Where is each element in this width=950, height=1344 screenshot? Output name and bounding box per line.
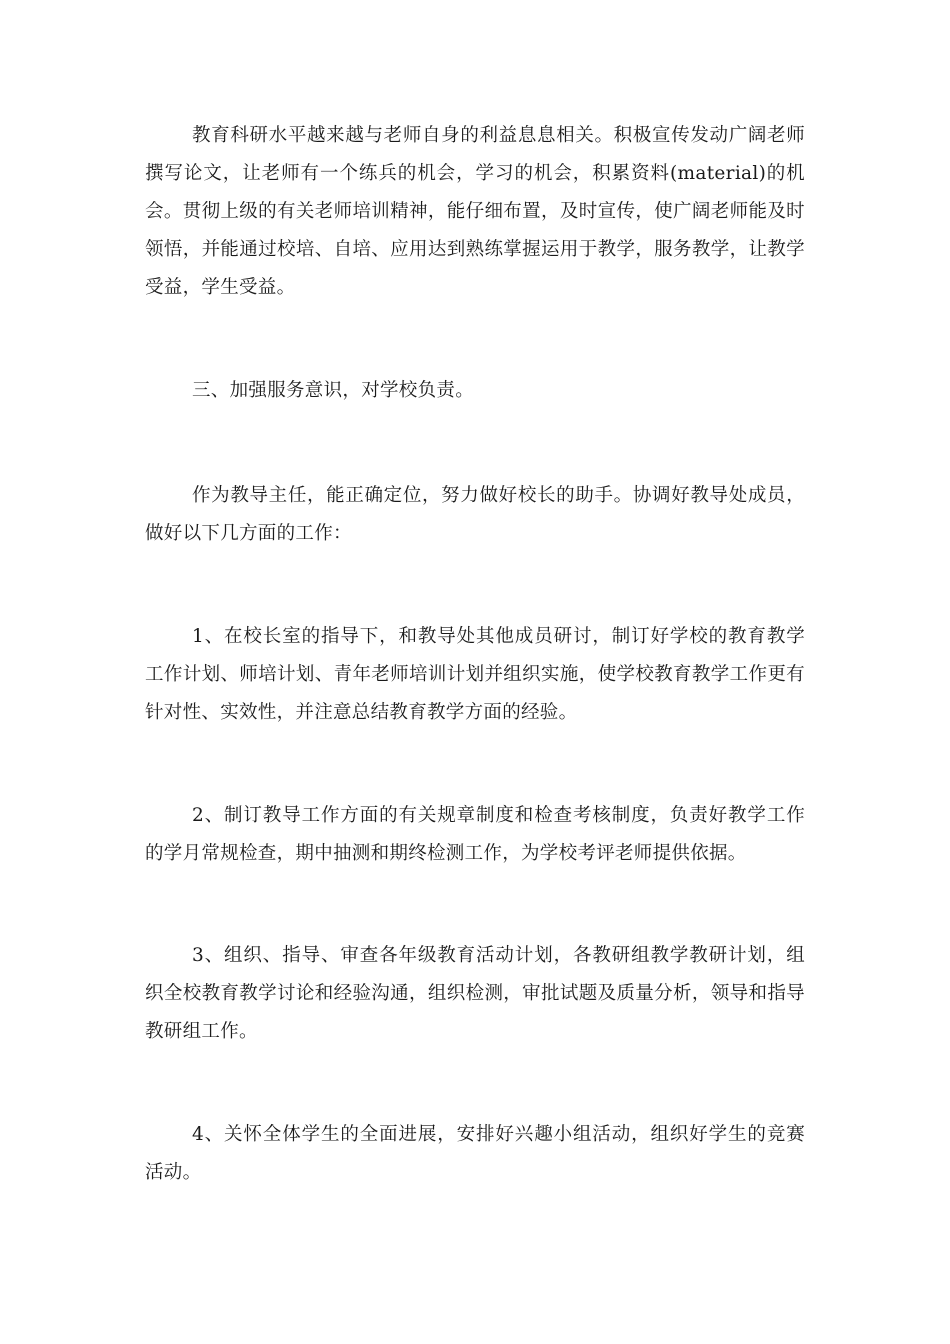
paragraph-research: 教育科研水平越来越与老师自身的利益息息相关。积极宣传发动广阔老师撰写论文，让老师有一个练兵的机会，学习的机会，积累资料(material)的机会。贯彻上级的有关老师培训精神，能仔细布置，及时宣传，使广阔老师能及时领悟，并能通过校培、自培、应用达到熟练掌握运用于教学，服务教学，让教学受益，学生受益。 (145, 125, 805, 298)
list-item-4: 4、关怀全体学生的全面进展，安排好兴趣小组活动，组织好学生的竞赛活动。 (145, 1124, 805, 1183)
paragraph-role-intro: 作为教导主任，能正确定位，努力做好校长的助手。协调好教导处成员，做好以下几方面的工作： (145, 485, 805, 544)
list-item-3: 3、组织、指导、审查各年级教育活动计划，各教研组教学教研计划，组织全校教育教学讨论和经验沟通，组织检测，审批试题及质量分析，领导和指导教研组工作。 (145, 945, 805, 1042)
section-heading-service: 三、加强服务意识，对学校负责。 (192, 380, 475, 401)
list-item-1: 1、在校长室的指导下，和教导处其他成员研讨，制订好学校的教育教学工作计划、师培计划、青年老师培训计划并组织实施，使学校教育教学工作更有针对性、实效性，并注意总结教育教学方面的经验。 (145, 626, 805, 723)
list-item-2: 2、制订教导工作方面的有关规章制度和检查考核制度，负责好教学工作的学月常规检查，期中抽测和期终检测工作，为学校考评老师提供依据。 (145, 805, 805, 864)
